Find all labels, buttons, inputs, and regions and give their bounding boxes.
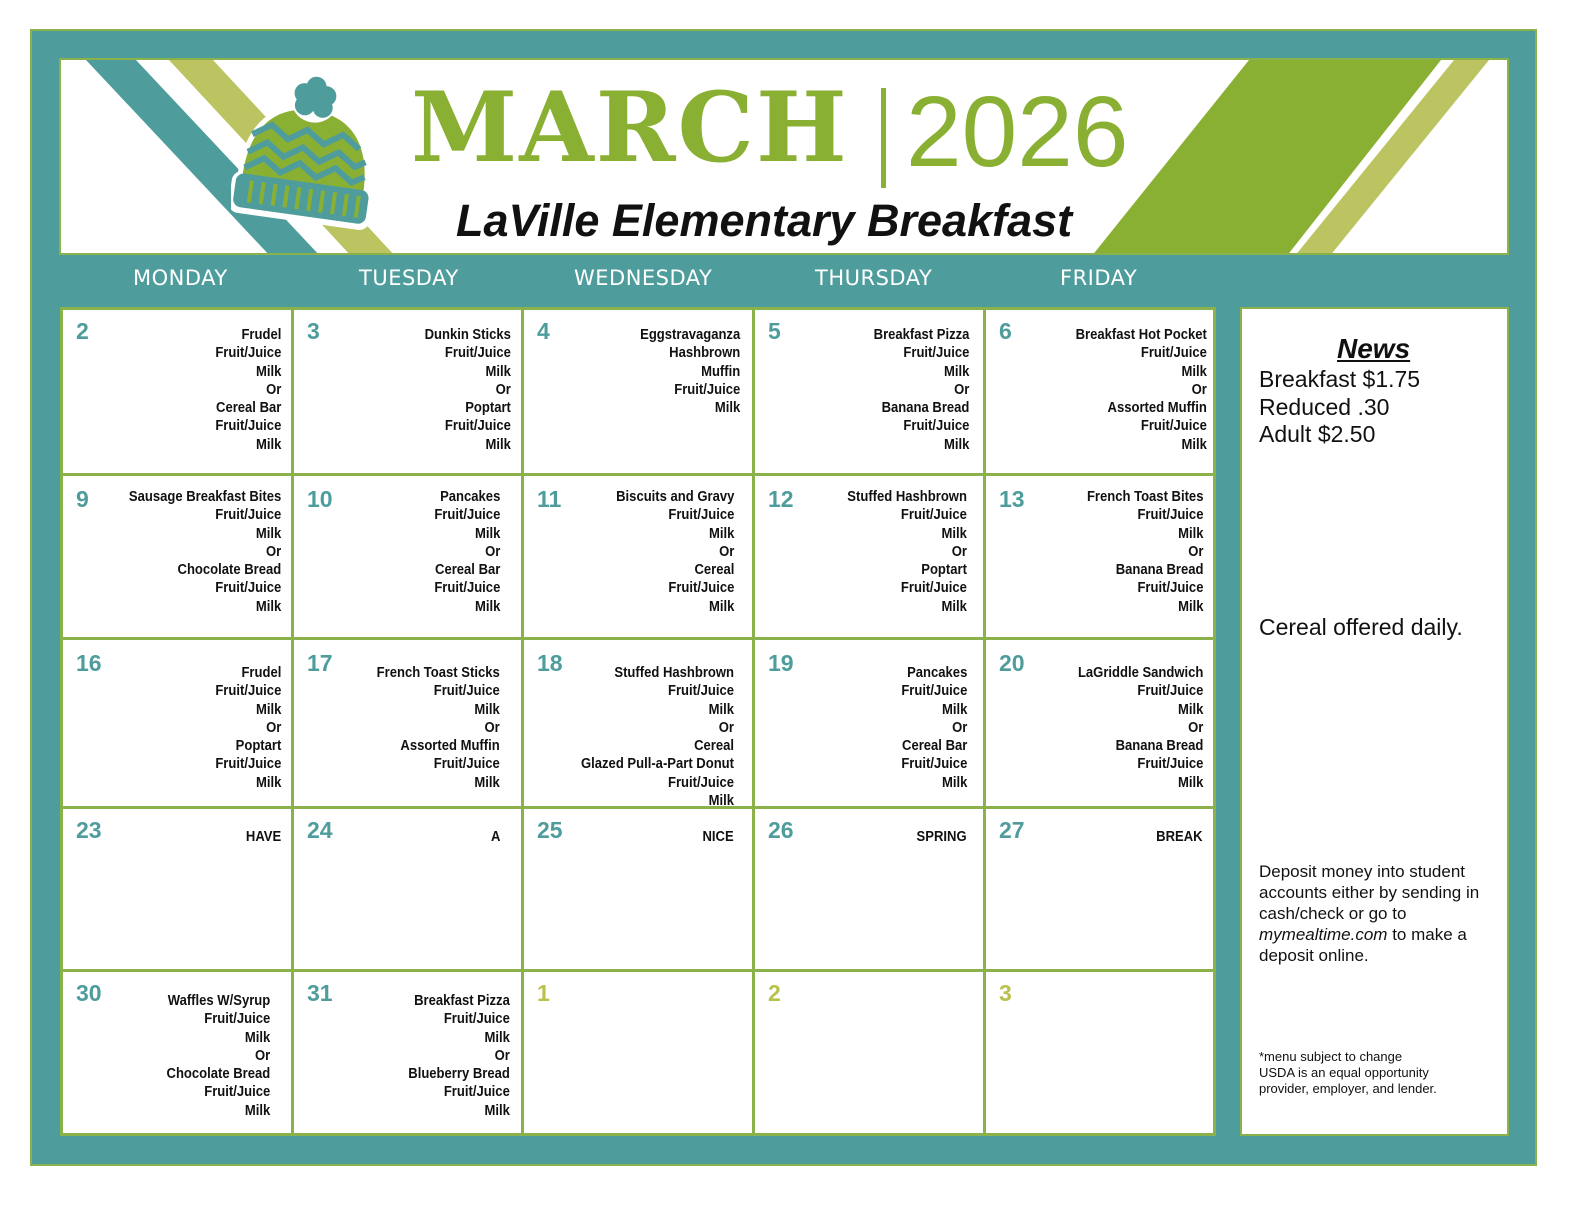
menu-item: Chocolate Bread — [166, 1066, 270, 1083]
menu-item: Cereal — [694, 562, 734, 579]
day-cell — [294, 809, 521, 969]
menu-item: Blueberry Bread — [408, 1066, 510, 1083]
menu-item: Fruit/Juice — [215, 756, 281, 773]
menu-item: Milk — [1181, 436, 1207, 453]
menu-item: Milk — [485, 436, 511, 453]
menu-item: Milk — [255, 774, 281, 791]
fine-print-line: *menu subject to change — [1259, 1049, 1403, 1064]
menu-item: Fruit/Juice — [903, 418, 969, 435]
menu-item: Milk — [484, 1029, 510, 1046]
day-cell — [986, 476, 1213, 637]
menu-item: Fruit/Juice — [1137, 683, 1203, 700]
day-number: 2 — [76, 318, 89, 344]
school-subtitle: LaVille Elementary Breakfast — [456, 195, 1073, 246]
day-number: 20 — [999, 650, 1025, 676]
menu-item: Cereal Bar — [215, 400, 281, 417]
day-number: 9 — [76, 486, 89, 512]
menu-item: Fruit/Juice — [434, 580, 500, 597]
menu-item: HAVE — [245, 829, 281, 845]
menu-item: Frudel — [241, 665, 281, 681]
day-number: 3 — [307, 318, 320, 344]
day-number: 23 — [76, 817, 102, 843]
price-adult: Adult $2.50 — [1259, 421, 1376, 447]
deposit-text-start: Deposit money into student accounts either by sending in cash/check or go to — [1259, 862, 1480, 923]
menu-item: Fruit/Juice — [901, 580, 967, 597]
menu-list — [640, 326, 740, 417]
menu-item: Fruit/Juice — [1137, 756, 1203, 773]
menu-item: Or — [718, 719, 734, 736]
deposit-site: mymealtime.com — [1259, 925, 1388, 944]
menu-item: Milk — [943, 436, 969, 453]
menu-item: Banana Bread — [881, 400, 969, 417]
menu-item: Chocolate Bread — [177, 562, 281, 579]
day-cell — [294, 310, 521, 473]
menu-item: Poptart — [465, 400, 511, 417]
deposit-text-end: to make a deposit online. — [1259, 925, 1467, 965]
menu-item: Or — [1187, 719, 1203, 736]
menu-item: French Toast Sticks — [376, 665, 500, 681]
menu-item: Fruit/Juice — [903, 345, 969, 362]
day-number: 19 — [768, 650, 794, 676]
menu-item: Poptart — [921, 562, 967, 579]
menu-item: Or — [953, 381, 969, 398]
menu-item: Milk — [708, 525, 734, 542]
menu-item: Milk — [485, 363, 511, 380]
day-header-friday: FRIDAY — [1060, 266, 1138, 290]
menu-item: Fruit/Juice — [901, 756, 967, 773]
menu-item: Milk — [474, 701, 500, 718]
cereal-note: Cereal offered daily. — [1259, 614, 1463, 640]
deposit-note — [1259, 861, 1499, 966]
menu-item: Biscuits and Gravy — [615, 489, 734, 505]
day-number: 27 — [999, 817, 1025, 843]
menu-item: Or — [1187, 543, 1203, 560]
menu-list — [491, 828, 500, 846]
day-number: 26 — [768, 817, 794, 843]
menu-list — [873, 326, 969, 454]
menu-item: Or — [494, 1047, 510, 1064]
menu-item: Milk — [941, 774, 967, 791]
day-cell — [294, 640, 521, 806]
menu-list — [616, 488, 734, 616]
day-header-thursday: THURSDAY — [815, 266, 933, 290]
menu-item: Or — [265, 719, 281, 736]
menu-item: Fruit/Juice — [1141, 345, 1207, 362]
price-reduced: Reduced .30 — [1259, 394, 1390, 420]
menu-item: Milk — [244, 1102, 270, 1119]
day-cell — [524, 476, 752, 637]
day-number: 12 — [768, 486, 794, 512]
menu-item: Milk — [1177, 701, 1203, 718]
menu-item: Milk — [255, 436, 281, 453]
menu-item: Milk — [474, 774, 500, 791]
menu-item: Pancakes — [439, 489, 500, 505]
menu-item: Milk — [941, 598, 967, 615]
day-cell — [986, 972, 1213, 1133]
menu-item: Milk — [708, 793, 734, 810]
menu-item: Fruit/Juice — [1141, 418, 1207, 435]
menu-list — [434, 488, 500, 616]
winter-hat-icon — [231, 72, 381, 247]
menu-item: Or — [1191, 381, 1207, 398]
menu-item: Or — [495, 381, 511, 398]
day-number: 5 — [768, 318, 781, 344]
menu-list — [377, 664, 500, 792]
menu-item: Milk — [484, 1102, 510, 1119]
day-cell — [986, 640, 1213, 806]
menu-item: Or — [484, 543, 500, 560]
day-cell — [294, 476, 521, 637]
menu-item: Fruit/Juice — [668, 683, 734, 700]
title-divider — [881, 88, 886, 188]
day-number: 25 — [537, 817, 563, 843]
day-cell — [755, 310, 983, 473]
menu-item: Assorted Muffin — [1107, 400, 1207, 417]
menu-list — [1086, 488, 1203, 616]
day-number: 3 — [999, 980, 1012, 1006]
menu-item: Milk — [255, 701, 281, 718]
menu-item: Milk — [1177, 598, 1203, 615]
day-cell — [63, 476, 291, 637]
menu-item: Or — [265, 543, 281, 560]
menu-item: Milk — [1181, 363, 1207, 380]
menu-item: Fruit/Juice — [204, 1011, 270, 1028]
day-number: 6 — [999, 318, 1012, 344]
day-number: 1 — [537, 980, 550, 1006]
day-header-tuesday: TUESDAY — [359, 266, 459, 290]
menu-list — [129, 488, 281, 616]
menu-item: Fruit/Juice — [215, 507, 281, 524]
menu-item: Milk — [255, 525, 281, 542]
day-cell — [63, 310, 291, 473]
menu-item: Fruit/Juice — [668, 580, 734, 597]
menu-item: French Toast Bites — [1086, 489, 1203, 505]
price-breakfast: Breakfast $1.75 — [1259, 366, 1421, 392]
menu-item: Fruit/Juice — [445, 418, 511, 435]
menu-list — [1157, 828, 1203, 846]
menu-item: Eggstravaganza — [639, 327, 740, 343]
day-number: 16 — [76, 650, 102, 676]
menu-item: Cereal Bar — [901, 738, 967, 755]
menu-item: Or — [951, 543, 967, 560]
menu-item: Fruit/Juice — [204, 1084, 270, 1101]
menu-item: Fruit/Juice — [434, 683, 500, 700]
menu-list — [215, 326, 281, 454]
day-number: 17 — [307, 650, 333, 676]
menu-item: Hashbrown — [668, 345, 740, 362]
day-cell — [524, 310, 752, 473]
menu-list — [215, 664, 281, 792]
menu-item: Fruit/Juice — [215, 418, 281, 435]
day-cell — [755, 476, 983, 637]
fine-print-line: provider, employer, and lender. — [1259, 1081, 1437, 1096]
menu-item: Cereal — [694, 738, 734, 755]
day-header-monday: MONDAY — [133, 266, 228, 290]
menu-item: Pancakes — [906, 665, 967, 681]
year-title: 2026 — [906, 76, 1129, 188]
day-cell — [755, 640, 983, 806]
menu-item: Fruit/Juice — [215, 683, 281, 700]
day-cell — [755, 972, 983, 1133]
menu-item: Or — [484, 719, 500, 736]
menu-list — [246, 828, 281, 846]
day-cell — [63, 640, 291, 806]
menu-item: Milk — [474, 525, 500, 542]
menu-item: Muffin — [700, 363, 740, 380]
day-cell — [524, 972, 752, 1133]
menu-list — [847, 488, 967, 616]
fine-print — [1259, 1049, 1499, 1097]
menu-item: Waffles W/Syrup — [167, 993, 270, 1009]
menu-item: Milk — [244, 1029, 270, 1046]
menu-item: NICE — [702, 829, 734, 845]
menu-item: Milk — [1177, 774, 1203, 791]
menu-item: Fruit/Juice — [668, 774, 734, 791]
menu-item: A — [490, 829, 500, 845]
menu-item: Breakfast Pizza — [414, 993, 510, 1009]
day-number: 13 — [999, 486, 1025, 512]
menu-item: Fruit/Juice — [444, 1011, 510, 1028]
menu-item: Or — [951, 719, 967, 736]
day-number: 24 — [307, 817, 333, 843]
menu-item: Or — [265, 381, 281, 398]
day-number: 31 — [307, 980, 333, 1006]
menu-item: Fruit/Juice — [1137, 580, 1203, 597]
day-cell — [524, 809, 752, 969]
calendar-grid — [60, 307, 1216, 1136]
menu-item: Fruit/Juice — [445, 345, 511, 362]
day-number: 18 — [537, 650, 563, 676]
day-header-wednesday: WEDNESDAY — [574, 266, 713, 290]
menu-item: Fruit/Juice — [901, 507, 967, 524]
menu-list — [1078, 664, 1203, 792]
menu-item: Or — [254, 1047, 270, 1064]
menu-list — [408, 992, 510, 1120]
menu-item: Fruit/Juice — [215, 345, 281, 362]
menu-item: Milk — [941, 525, 967, 542]
month-title: MARCH — [411, 71, 849, 184]
menu-item: Stuffed Hashbrown — [847, 489, 967, 505]
menu-item: Breakfast Hot Pocket — [1075, 327, 1207, 343]
day-number: 10 — [307, 486, 333, 512]
menu-list — [1076, 326, 1207, 454]
menu-item: Dunkin Sticks — [424, 327, 511, 343]
menu-item: SPRING — [916, 829, 967, 845]
menu-item: Fruit/Juice — [901, 683, 967, 700]
menu-item: Fruit/Juice — [668, 507, 734, 524]
header-banner — [59, 58, 1509, 255]
menu-item: Milk — [255, 598, 281, 615]
menu-list — [901, 664, 967, 792]
menu-list — [703, 828, 734, 846]
day-cell — [986, 809, 1213, 969]
menu-item: Glazed Pull-a-Part Donut — [581, 756, 734, 773]
menu-item: Fruit/Juice — [434, 756, 500, 773]
day-cell — [524, 640, 752, 810]
menu-item: Banana Bread — [1115, 562, 1203, 579]
fine-print-line: USDA is an equal opportunity — [1259, 1065, 1429, 1080]
menu-item: Sausage Breakfast Bites — [128, 489, 281, 505]
menu-item: Cereal Bar — [434, 562, 500, 579]
menu-item: Milk — [1177, 525, 1203, 542]
menu-item: Milk — [255, 363, 281, 380]
menu-item: Fruit/Juice — [444, 1084, 510, 1101]
day-cell — [63, 972, 291, 1133]
day-cell — [755, 809, 983, 969]
day-number: 11 — [537, 486, 562, 512]
menu-item: Milk — [714, 400, 740, 417]
day-number: 30 — [76, 980, 102, 1006]
menu-item: Fruit/Juice — [674, 381, 740, 398]
menu-item: LaGriddle Sandwich — [1077, 665, 1203, 681]
menu-list — [917, 828, 967, 846]
day-cell — [294, 972, 521, 1133]
day-cell — [63, 809, 291, 969]
menu-item: Banana Bread — [1115, 738, 1203, 755]
menu-list — [166, 992, 270, 1120]
menu-item: BREAK — [1156, 829, 1203, 845]
menu-item: Frudel — [241, 327, 281, 343]
menu-item: Milk — [943, 363, 969, 380]
menu-item: Milk — [708, 701, 734, 718]
news-panel — [1240, 307, 1509, 1136]
menu-item: Fruit/Juice — [215, 580, 281, 597]
menu-item: Fruit/Juice — [1137, 507, 1203, 524]
menu-item: Milk — [941, 701, 967, 718]
menu-item: Milk — [474, 598, 500, 615]
day-cell — [986, 310, 1213, 473]
menu-item: Poptart — [235, 738, 281, 755]
menu-item: Stuffed Hashbrown — [614, 665, 734, 681]
menu-list — [581, 664, 734, 810]
news-title: News — [1337, 333, 1411, 364]
menu-item: Milk — [708, 598, 734, 615]
day-number: 2 — [768, 980, 781, 1006]
day-number: 4 — [537, 318, 550, 344]
menu-item: Breakfast Pizza — [873, 327, 969, 343]
menu-item: Fruit/Juice — [434, 507, 500, 524]
menu-list — [425, 326, 511, 454]
menu-item: Or — [718, 543, 734, 560]
menu-item: Assorted Muffin — [400, 738, 500, 755]
